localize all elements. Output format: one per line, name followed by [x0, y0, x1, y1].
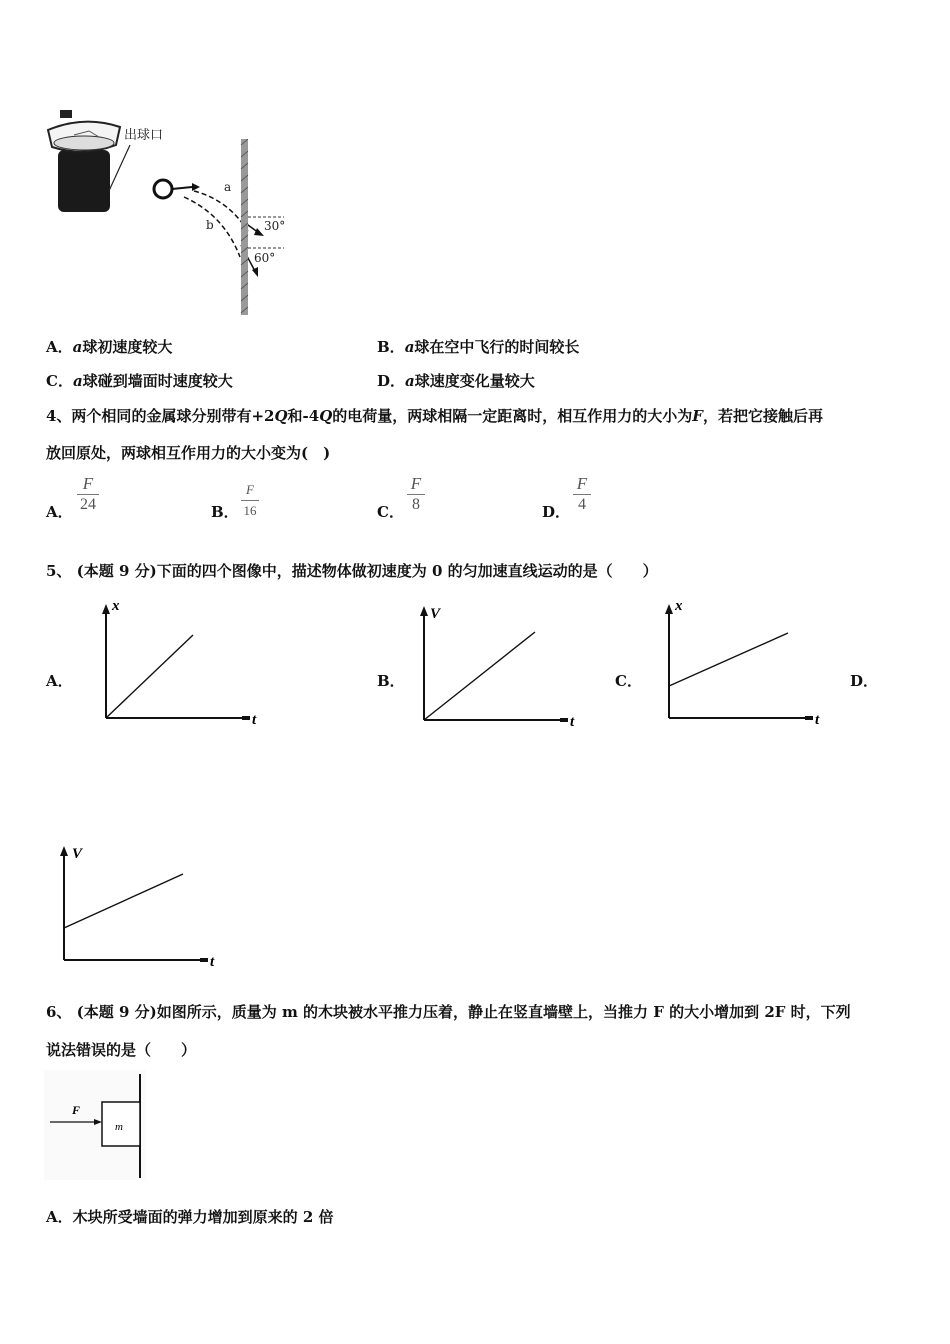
q6-stem-line2: 说法错误的是（ ）	[46, 1041, 197, 1059]
q4-stem-line2: 放回原处，两球相互作用力的大小变为( )	[46, 444, 331, 462]
q5-stem: 5、 (本题 9 分)下面的四个图像中，描述物体做初速度为 0 的匀加速直线运动的是（ ）	[46, 562, 658, 580]
q3-option-b[interactable]: B．a球在空中飞行的时间较长	[377, 338, 580, 356]
ball	[154, 180, 172, 198]
q5-graph-b	[414, 598, 584, 732]
q5-graph-c-xlabel: t	[815, 712, 820, 728]
q4-option-a-letter[interactable]: A．	[46, 503, 73, 521]
q4-option-d-fraction: F 4	[572, 474, 592, 515]
q5-graph-c-ylabel: x	[675, 598, 683, 614]
trajectory-a-label: a	[224, 180, 232, 194]
q5-graph-b-ylabel: V	[430, 606, 441, 622]
ball-machine	[58, 150, 110, 212]
trajectory-b-label: b	[206, 218, 214, 232]
q5-graph-c-line	[669, 633, 788, 686]
q5-option-a-letter[interactable]: A．	[46, 672, 73, 690]
trajectory-a	[194, 191, 249, 233]
q4-option-b-fraction: F 16	[239, 480, 261, 521]
q3-option-a[interactable]: A．a球初速度较大	[46, 338, 173, 356]
q4-option-d-letter[interactable]: D．	[542, 503, 571, 521]
q3-option-c[interactable]: C．a球碰到墙面时速度较大	[46, 372, 233, 390]
q5-graph-c	[659, 596, 829, 730]
q5-option-b-letter[interactable]: B．	[377, 672, 405, 690]
q3-option-d[interactable]: D．a球速度变化量较大	[377, 372, 535, 390]
q4-option-c-letter[interactable]: C．	[377, 503, 404, 521]
q6-stem-line1: 6、 (本题 9 分)如图所示，质量为 m 的木块被水平推力压着，静止在竖直墙壁上，当推力 F 的大小增加到 2F 时，下列	[46, 1003, 851, 1021]
angle-30-label: 30°	[264, 219, 286, 233]
q5-graph-d-xlabel: t	[210, 954, 215, 970]
q5-graph-a	[96, 596, 266, 730]
mass-label: m	[115, 1121, 123, 1133]
q5-graph-a-xlabel: t	[252, 712, 257, 728]
outlet-label: 出球口	[124, 128, 164, 143]
block-wall-figure	[44, 1070, 146, 1180]
q4-stem-line1: 4、两个相同的金属球分别带有+2Q和-4Q的电荷量，两球相隔一定距离时，相互作用力的大小为F，若把它接触后再	[46, 407, 823, 425]
ball-launch-figure	[44, 105, 304, 320]
angle-60-label: 60°	[254, 251, 276, 265]
q5-graph-d-ylabel: V	[72, 846, 83, 862]
q5-graph-b-line	[424, 632, 535, 720]
q5-graph-a-ylabel: x	[112, 598, 120, 614]
q5-graph-a-line	[106, 635, 193, 718]
q4-option-b-letter[interactable]: B．	[211, 503, 239, 521]
q5-option-d-letter[interactable]: D．	[850, 672, 879, 690]
force-label: F	[72, 1103, 81, 1117]
q5-graph-d-line	[64, 874, 183, 928]
q4-option-a-fraction: F 24	[76, 474, 100, 515]
q4-option-c-fraction: F 8	[406, 474, 426, 515]
q6-option-a[interactable]: A．木块所受墙面的弹力增加到原来的 2 倍	[46, 1208, 334, 1226]
q5-graph-b-xlabel: t	[570, 714, 575, 730]
q5-graph-d	[54, 838, 224, 972]
q5-option-c-letter[interactable]: C．	[615, 672, 642, 690]
